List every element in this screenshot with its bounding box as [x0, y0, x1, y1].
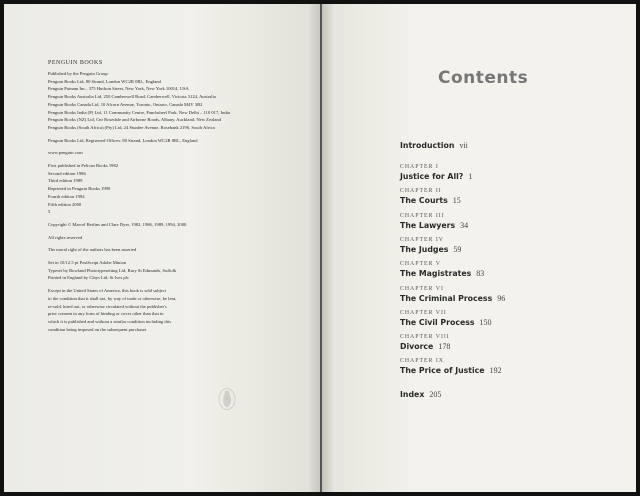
chapter-page: 178 [438, 342, 451, 352]
website: www.penguin.com [48, 150, 83, 156]
chapter-title: The Courts [400, 196, 448, 206]
chapter-title: Divorce [400, 342, 434, 352]
address-line: Penguin Books India (P) Ltd, 11 Community Centre, Panchsheel Park, New Delhi – 110 017, India [48, 109, 230, 115]
chapter-number: CHAPTER VII [400, 309, 447, 316]
edition-line: Fifth edition 2000 [48, 201, 82, 207]
chapter-page: 83 [476, 269, 485, 279]
chapter-entry [400, 245, 461, 254]
rights-reserved: All rights reserved [48, 234, 83, 240]
book-spread [4, 4, 636, 492]
address-line: Penguin Books (South Africa) (Pty) Ltd, 24 Sturdee Avenue, Rosebank 2196, South Africa [48, 124, 215, 130]
registered-office: Penguin Books Ltd, Registered Offices: 80 Strand, London WC2R 0RL, England [48, 137, 198, 143]
edition-line: Second edition 1986 [48, 170, 86, 176]
chapter-page: 59 [453, 244, 462, 254]
sale-conditions [48, 287, 298, 333]
address-line: Published by the Penguin Group [48, 71, 108, 76]
condition-line: condition being imposed on the subsequent purchaser [48, 326, 147, 332]
index-label: Index [400, 390, 425, 399]
moral-right: The moral right of the authors has been asserted [48, 247, 137, 253]
copyright-line: Copyright © Marcel Berlins and Clare Dyer, 1982, 1986, 1989, 1994, 2000 [48, 221, 187, 227]
chapter-number: CHAPTER VIII [400, 334, 450, 341]
chapter-number: CHAPTER V [400, 261, 441, 268]
chapter-page: 150 [479, 317, 492, 327]
address-line: Penguin Books Canada Ltd, 10 Alcorn Avenue, Toronto, Ontario, Canada M4V 3B2 [48, 101, 203, 107]
publisher-name: PENGUIN BOOKS [48, 60, 103, 66]
chapter-entry [400, 318, 492, 327]
chapter-number: CHAPTER II [400, 188, 442, 195]
chapter-entry [400, 221, 468, 230]
condition-line: which it is published and without a similar condition including this [48, 318, 171, 324]
typeset-line: Typeset by Rowland Phototypesetting Ltd, Bury St Edmunds, Suffolk [48, 267, 177, 273]
chapter-page: 15 [452, 196, 461, 206]
chapter-title: The Magistrates [400, 269, 472, 279]
chapter-entry [400, 269, 484, 278]
edition-line: First published in Pelican Books 1982 [48, 163, 119, 169]
edition-history [48, 162, 298, 216]
chapter-number: CHAPTER VI [400, 285, 444, 292]
chapter-page: 1 [468, 172, 473, 181]
edition-line: 5 [48, 209, 51, 215]
condition-line: Except in the United States of America, this book is sold subject [48, 288, 167, 294]
address-line: Penguin Books Australia Ltd, 250 Camberwell Road, Camberwell, Victoria 3124, Australia [48, 94, 216, 100]
chapter-entry [400, 196, 461, 205]
condition-line: to the condition that it shall not, by way of trade or otherwise, be lent, [48, 295, 177, 301]
chapter-entry [400, 342, 450, 351]
chapter-page: 192 [489, 366, 502, 376]
chapter-title: The Judges [400, 244, 449, 254]
edition-line: Reprinted in Penguin Books 1990 [48, 186, 111, 192]
chapter-entry [400, 366, 502, 375]
address-line: Penguin Putnam Inc., 375 Hudson Street, New York, New York 10014, USA [48, 86, 189, 92]
typeset-line: Printed in England by Clays Ltd, St Ives plc [48, 275, 130, 281]
edition-line: Fourth edition 1994 [48, 193, 85, 199]
chapter-page: 96 [497, 293, 506, 303]
typeset-line: Set in 10/12.5 pt PostScript Adobe Minion [48, 260, 127, 266]
condition-line: re-sold, hired out, or otherwise circulated without the publisher's [48, 303, 167, 309]
chapter-entry [400, 172, 472, 181]
chapter-number: CHAPTER IV [400, 236, 444, 243]
address-line: Penguin Books (NZ) Ltd, Cnr Rosedale and Airborne Roads, Albany, Auckland, New Zealand [48, 117, 221, 123]
chapter-title: Justice for All? [400, 172, 464, 181]
chapter-entry [400, 294, 505, 303]
intro-label: Introduction [400, 141, 455, 150]
chapter-number: CHAPTER I [400, 164, 439, 170]
contents-title: Contents [438, 68, 529, 88]
chapter-title: The Lawyers [400, 220, 456, 230]
edition-line: Third edition 1989 [48, 178, 83, 184]
chapter-title: The Price of Justice [400, 366, 485, 376]
contents-page [322, 4, 636, 492]
chapter-title: The Criminal Process [400, 293, 493, 303]
condition-line: prior consent in any form of binding or cover other than that in [48, 311, 164, 317]
chapter-page: 34 [460, 220, 469, 230]
toc-introduction [400, 141, 468, 150]
toc-index [400, 390, 441, 399]
address-line: Penguin Books Ltd, 80 Strand, London WC2R 0RL, England [48, 78, 161, 84]
imprint-block [48, 60, 298, 333]
chapter-number: CHAPTER III [400, 212, 445, 219]
index-page: 205 [429, 390, 442, 399]
chapter-title: The Civil Process [400, 317, 475, 327]
intro-page: vii [459, 141, 468, 150]
typesetting-info [48, 259, 298, 282]
penguin-logo-icon [218, 388, 236, 410]
publisher-addresses [48, 70, 298, 132]
chapter-number: CHAPTER IX [400, 358, 444, 365]
copyright-page [4, 4, 320, 492]
